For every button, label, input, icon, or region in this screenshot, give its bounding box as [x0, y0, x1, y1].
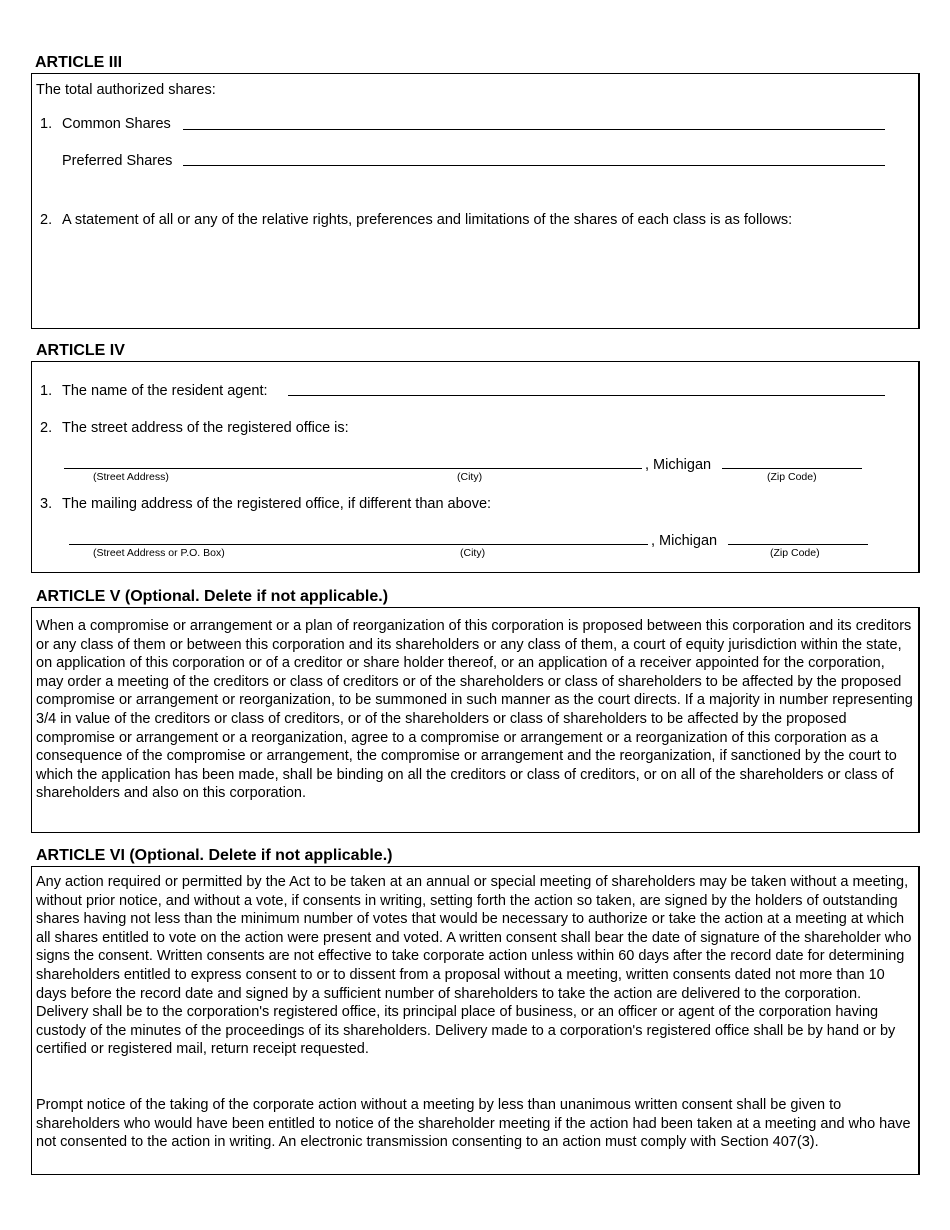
- mailing-zip-code-field[interactable]: [728, 544, 868, 545]
- item-3-number: 3.: [40, 496, 53, 512]
- article-3-heading: ARTICLE III: [35, 54, 123, 71]
- zip-code-caption: (Zip Code): [767, 471, 817, 483]
- article-3-box: [31, 73, 920, 329]
- article-6-heading: ARTICLE VI (Optional. Delete if not applicable.): [36, 847, 393, 864]
- article-6-box: [31, 866, 920, 1175]
- item-1-number: 1.: [40, 116, 53, 132]
- preferred-shares-field[interactable]: [183, 165, 885, 166]
- resident-agent-label: The name of the resident agent:: [62, 383, 268, 399]
- preferred-shares-label: Preferred Shares: [62, 153, 173, 169]
- article-6-paragraph-1: Any action required or permitted by the Act to be taken at an annual or special meeting of shareholders may be taken without a meeting, without prior notice, and without a vote, if consents in writing, setting forth the action so taken, are signed by the holders of outstanding shares having not less than the minimum number of votes that would be necessary to authorize or take the action at a meeting at which all shares entitled to vote on the action were present and voted. A written consent shall bear the date of signature of the shareholder who signs the consent. Written consents are not effective to take corporate action unless within 60 days after the record date for determining shareholders entitled to express consent to or to dissent from a proposal without a meeting, written consents dated not more than 10 days before the record date and signed by a sufficient number of shareholders to take the action are delivered to the corporation. Delivery shall be to the corporation's registered office, its principal place of business, or an officer or agent of the corporation having custody of the minutes of the proceedings of its shareholders. Delivery made to a corporation's registered office shall be by hand or by certified or registered mail, return receipt requested.: [36, 874, 912, 1058]
- authorized-shares-intro: The total authorized shares:: [36, 82, 216, 98]
- state-label: , Michigan: [645, 457, 712, 473]
- resident-agent-field[interactable]: [288, 395, 885, 396]
- article-5-box: [31, 607, 920, 833]
- mailing-street-caption: (Street Address or P.O. Box): [93, 547, 225, 559]
- article-5-text: When a compromise or arrangement or a plan of reorganization of this corporation is proposed between this corporation and its creditors or any class of them or between this corporation and its shareholders or any class of them, a court of equity jurisdiction within the state, on application of this corporation or of a creditor or share holder thereof, or an application of a receiver appointed for the corporation, may order a meeting of the creditors or class of creditors or of the shareholders or class of shareholders to be affected by the proposed compromise or arrangement or reorganization, to be summoned in such manner as the court directs. If a majority in number representing 3/4 in value of the creditors or class of creditors, or of the shareholders or class of shareholders to be affected by the proposed compromise or arrangement or a reorganization, agree to a compromise or arrangement or a reorganization of this corporation as a consequence of the compromise or arrangement, the compromise or arrangement and the reorganization, if sanctioned by the court to which the application has been made, shall be binding on all the creditors or class of creditors, or on all of the shareholders or class of shareholders and also on this corporation.: [36, 618, 913, 802]
- registered-office-address-field[interactable]: [64, 468, 642, 469]
- article-4-box: [31, 361, 920, 573]
- item-2-number: 2.: [40, 212, 53, 228]
- common-shares-label: Common Shares: [62, 116, 171, 132]
- item-1-number: 1.: [40, 383, 53, 399]
- registered-office-label: The street address of the registered office is:: [62, 420, 349, 436]
- rights-statement-field[interactable]: [40, 234, 900, 322]
- common-shares-field[interactable]: [183, 129, 885, 130]
- rights-statement-text: A statement of all or any of the relative rights, preferences and limitations of the shares of each class is as follows:: [62, 212, 793, 228]
- mailing-zip-code-caption: (Zip Code): [770, 547, 820, 559]
- mailing-city-caption: (City): [460, 547, 486, 559]
- mailing-address-label: The mailing address of the registered office, if different than above:: [62, 496, 492, 512]
- article-6-paragraph-2: Prompt notice of the taking of the corporate action without a meeting by less than unanimous written consent shall be given to shareholders who would have been entitled to notice of the shareholder meeting if the action had been taken at a meeting and who have not consented to the action in writing. An electronic transmission consenting to an action must comply with Section 407(3).: [36, 1097, 911, 1151]
- article-5-heading: ARTICLE V (Optional. Delete if not applicable.): [36, 588, 389, 605]
- article-4-heading: ARTICLE IV: [36, 342, 125, 359]
- mailing-address-field[interactable]: [69, 544, 648, 545]
- street-address-caption: (Street Address): [93, 471, 169, 483]
- zip-code-field[interactable]: [722, 468, 862, 469]
- mailing-state-label: , Michigan: [651, 533, 718, 549]
- city-caption: (City): [457, 471, 483, 483]
- item-2-number: 2.: [40, 420, 53, 436]
